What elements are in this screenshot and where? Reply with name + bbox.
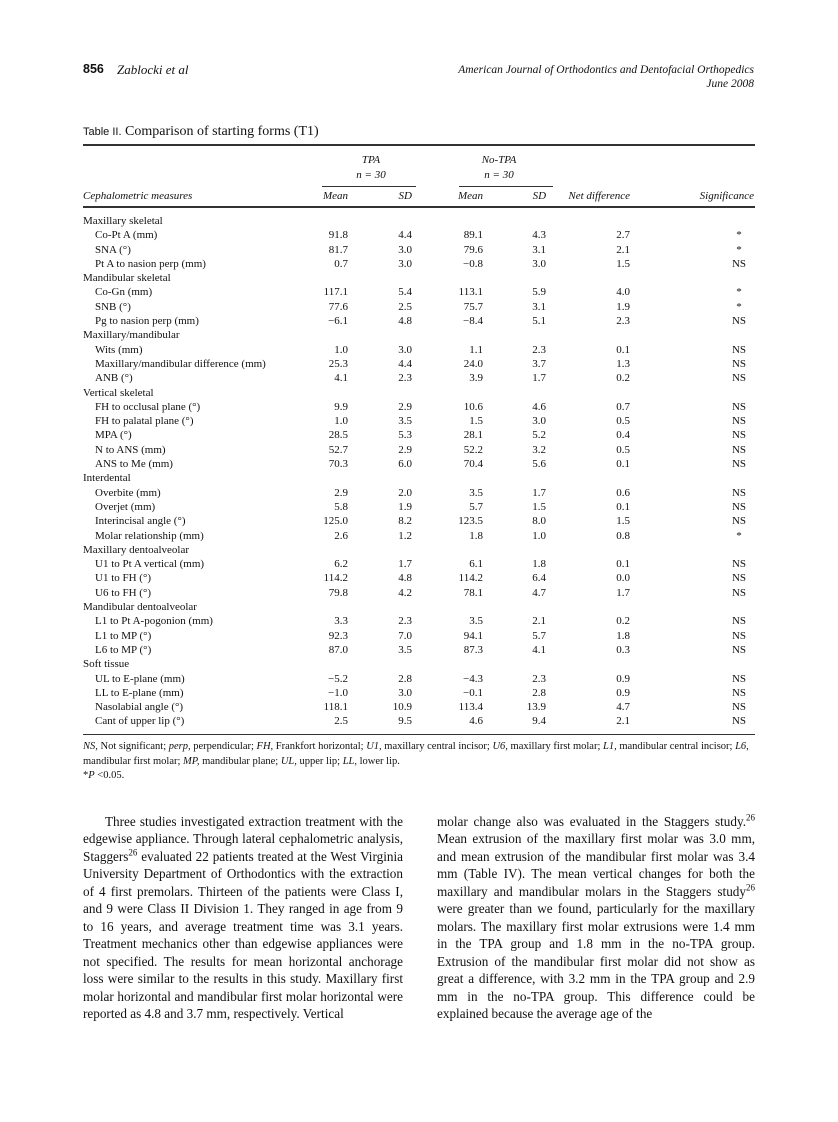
notpa-sd-cell: 4.3 bbox=[532, 229, 547, 242]
notpa-mean-cell: 94.1 bbox=[463, 629, 483, 642]
notpa-mean-cell: −8.4 bbox=[463, 315, 483, 328]
comparison-table bbox=[83, 150, 754, 729]
text-run: Not significant; bbox=[97, 741, 169, 752]
tpa-sd-cell: 9.5 bbox=[398, 715, 412, 728]
tpa-mean-cell: −6.1 bbox=[328, 315, 348, 328]
tpa-mean-cell: 25.3 bbox=[328, 357, 348, 370]
notpa-mean-cell: 1.1 bbox=[469, 343, 483, 356]
net-difference-cell: 1.7 bbox=[616, 586, 631, 599]
significance-cell: NS bbox=[731, 443, 747, 456]
notpa-sd-cell: 1.8 bbox=[532, 558, 547, 571]
significance-cell: NS bbox=[731, 558, 747, 571]
tpa-mean-cell: 2.6 bbox=[334, 529, 348, 542]
notpa-sd-cell: 1.7 bbox=[532, 486, 547, 499]
italic-text: U6, bbox=[492, 741, 508, 752]
table-row bbox=[83, 643, 754, 657]
tpa-mean-cell: 77.6 bbox=[328, 300, 348, 313]
tpa-sd-cell: 3.5 bbox=[398, 415, 412, 428]
table-row bbox=[83, 700, 754, 714]
body-column-right bbox=[437, 813, 755, 1022]
significance-note bbox=[83, 769, 755, 784]
text-run: maxillary central incisor; bbox=[381, 741, 493, 752]
measure-label: Overjet (mm) bbox=[95, 500, 156, 513]
table-section-row bbox=[83, 657, 754, 671]
notpa-sd-cell: 1.0 bbox=[532, 529, 547, 542]
notpa-sd-cell: 2.3 bbox=[532, 672, 547, 685]
italic-text: U1, bbox=[366, 741, 382, 752]
measure-label: U1 to Pt A vertical (mm) bbox=[95, 558, 205, 571]
notpa-sd-cell: 5.7 bbox=[532, 629, 547, 642]
significance-cell: NS bbox=[731, 343, 747, 356]
italic-text: LL, bbox=[342, 755, 357, 767]
tpa-sd-cell: 2.5 bbox=[398, 300, 412, 313]
table-row bbox=[83, 529, 754, 543]
tpa-sd-cell: 4.8 bbox=[398, 315, 412, 328]
significance-cell: NS bbox=[731, 486, 747, 499]
notpa-mean-cell: 78.1 bbox=[463, 586, 483, 599]
table-row bbox=[83, 400, 754, 414]
net-difference-cell: 2.3 bbox=[616, 315, 631, 328]
table-row bbox=[83, 500, 754, 514]
net-difference-cell: 0.1 bbox=[616, 458, 631, 471]
measure-label: Wits (mm) bbox=[95, 343, 143, 356]
tpa-sd-cell: 7.0 bbox=[398, 629, 412, 642]
table-section-row bbox=[83, 271, 754, 285]
significance-cell: NS bbox=[731, 672, 747, 685]
notpa-sd-cell: 4.1 bbox=[532, 643, 547, 656]
tpa-sd-cell: 4.4 bbox=[398, 229, 412, 242]
notpa-mean-cell: 28.1 bbox=[463, 429, 483, 442]
significance-cell: NS bbox=[731, 429, 747, 442]
measure-label: U1 to FH (°) bbox=[95, 572, 152, 585]
table-caption: Comparison of starting forms (T1) bbox=[125, 124, 319, 139]
tpa-mean-cell: 125.0 bbox=[323, 515, 348, 528]
table-title bbox=[83, 124, 319, 140]
notpa-mean-cell: 114.2 bbox=[458, 572, 483, 585]
section-label: Mandibular dentoalveolar bbox=[83, 601, 197, 614]
table-row bbox=[83, 443, 754, 457]
citation-superscript: 26 bbox=[746, 882, 755, 893]
measure-label: FH to occlusal plane (°) bbox=[95, 400, 201, 413]
tpa-sd-cell: 3.0 bbox=[398, 243, 412, 256]
measure-label: SNB (°) bbox=[95, 300, 131, 313]
measure-label: Pt A to nasion perp (mm) bbox=[95, 257, 206, 270]
notpa-mean-cell: 24.0 bbox=[463, 357, 483, 370]
notpa-mean-cell: 10.6 bbox=[463, 400, 483, 413]
text-run: evaluated 22 patients treated at the West Virginia University Department of Orthodontics with the extraction of 4 first premolars. Thirteen of the patients were Class I, and 9 were Class II Division 1. They ranged in age from 9 to 16 years, and average treatment time was 3.1 years. Treatment mechanics other than edgewise appliances were not specified. The results for mean horizontal anchorage loss were similar to the results in this study. Maxillary first molar horizontal and mandibular first molar horizontal were reported as 4.8 and 3.7 mm, respectively. Vertical bbox=[83, 848, 403, 1021]
notpa-mean-cell: 5.7 bbox=[469, 500, 483, 513]
table-row bbox=[83, 228, 754, 242]
text-run: <0.05. bbox=[94, 770, 125, 781]
page-number: 856 bbox=[83, 62, 104, 76]
table-row bbox=[83, 243, 754, 257]
table-row bbox=[83, 514, 754, 528]
notpa-sd-cell: 3.7 bbox=[532, 357, 547, 370]
text-run: * bbox=[83, 770, 89, 781]
col-header-significance: Significance bbox=[699, 190, 755, 202]
table-row bbox=[83, 686, 754, 700]
table-section-row bbox=[83, 386, 754, 400]
measure-label: L1 to Pt A-pogonion (mm) bbox=[95, 615, 213, 628]
measure-label: N to ANS (mm) bbox=[95, 443, 166, 456]
tpa-mean-cell: 117.1 bbox=[323, 286, 348, 299]
citation-superscript: 26 bbox=[746, 812, 755, 823]
net-difference-cell: 0.6 bbox=[616, 486, 631, 499]
tpa-mean-cell: 52.7 bbox=[328, 443, 348, 456]
table-row bbox=[83, 714, 754, 728]
notpa-sd-cell: 13.9 bbox=[526, 701, 547, 714]
tpa-sd-cell: 3.5 bbox=[398, 643, 412, 656]
measure-label: ANS to Me (mm) bbox=[95, 458, 173, 471]
table-row bbox=[83, 343, 754, 357]
notpa-sd-cell: 4.7 bbox=[532, 586, 547, 599]
measure-label: LL to E-plane (mm) bbox=[95, 686, 184, 699]
measure-label: Cant of upper lip (°) bbox=[95, 715, 185, 728]
tpa-mean-cell: 4.1 bbox=[334, 372, 348, 385]
text-run: lower lip. bbox=[357, 755, 400, 767]
table-row bbox=[83, 486, 754, 500]
notpa-sd-cell: 3.1 bbox=[532, 243, 547, 256]
significance-cell: NS bbox=[731, 415, 747, 428]
notpa-mean-cell: 113.1 bbox=[458, 286, 483, 299]
notpa-sd-cell: 1.5 bbox=[532, 500, 547, 513]
italic-text: UL, bbox=[280, 755, 297, 767]
notpa-mean-cell: 1.5 bbox=[469, 415, 483, 428]
significance-cell: NS bbox=[731, 701, 747, 714]
tpa-mean-cell: 79.8 bbox=[328, 586, 348, 599]
col-header-measures: Cephalometric measures bbox=[83, 190, 193, 202]
net-difference-cell: 0.0 bbox=[616, 572, 631, 585]
measure-label: Molar relationship (mm) bbox=[95, 529, 204, 542]
tpa-sd-cell: 6.0 bbox=[398, 458, 412, 471]
significance-cell: NS bbox=[731, 458, 747, 471]
table-row bbox=[83, 357, 754, 371]
table-row bbox=[83, 428, 754, 442]
significance-cell: NS bbox=[731, 615, 747, 628]
italic-text: P bbox=[88, 770, 95, 781]
table-section-row bbox=[83, 543, 754, 557]
notpa-sd-cell: 8.0 bbox=[532, 515, 547, 528]
tpa-sd-cell: 8.2 bbox=[398, 515, 412, 528]
net-difference-cell: 1.5 bbox=[616, 515, 631, 528]
tpa-mean-cell: 114.2 bbox=[323, 572, 348, 585]
net-difference-cell: 0.5 bbox=[616, 443, 631, 456]
journal-name: American Journal of Orthodontics and Dentofacial Orthopedics bbox=[458, 64, 754, 76]
significance-cell: NS bbox=[731, 400, 747, 413]
tpa-mean-cell: 0.7 bbox=[334, 257, 348, 270]
measure-label: MPA (°) bbox=[95, 429, 132, 442]
significance-cell: * bbox=[736, 529, 742, 542]
table-section-row bbox=[83, 471, 754, 485]
section-label: Mandibular skeletal bbox=[83, 272, 171, 285]
tpa-sd-cell: 2.9 bbox=[398, 400, 412, 413]
net-difference-cell: 0.1 bbox=[616, 343, 631, 356]
net-difference-cell: 1.8 bbox=[616, 629, 631, 642]
section-label: Maxillary skeletal bbox=[83, 215, 163, 227]
significance-cell: NS bbox=[731, 686, 747, 699]
notpa-sd-cell: 5.1 bbox=[532, 315, 547, 328]
measure-label: Co-Gn (mm) bbox=[95, 286, 153, 299]
italic-text: L1, bbox=[602, 741, 617, 752]
net-difference-cell: 0.9 bbox=[616, 672, 631, 685]
notpa-mean-cell: 113.4 bbox=[458, 701, 483, 714]
tpa-mean-cell: 3.3 bbox=[334, 615, 348, 628]
measure-label: L6 to MP (°) bbox=[95, 643, 152, 656]
tpa-mean-cell: 1.0 bbox=[334, 343, 348, 356]
text-run: were greater than we found, particularly for the maxillary molars. The maxillary first molar extrusions were 1.4 mm in the TPA group and 1.8 mm in the no-TPA group. Extrusion of the mandibular first molar did not show as great a difference, with 3.2 mm in the TPA group and 2.9 mm in the no-TPA group. This difference could be explained because the average age of the bbox=[437, 901, 755, 1021]
tpa-mean-cell: 28.5 bbox=[328, 429, 348, 442]
notpa-sd-cell: 3.1 bbox=[532, 300, 547, 313]
net-difference-cell: 4.0 bbox=[616, 286, 631, 299]
net-difference-cell: 1.3 bbox=[616, 357, 631, 370]
significance-cell: NS bbox=[731, 500, 747, 513]
notpa-sd-cell: 2.1 bbox=[532, 615, 547, 628]
tpa-sd-cell: 4.4 bbox=[398, 357, 412, 370]
tpa-mean-cell: −1.0 bbox=[328, 686, 348, 699]
significance-cell: NS bbox=[731, 372, 747, 385]
tpa-mean-cell: 81.7 bbox=[328, 243, 348, 256]
tpa-sd-cell: 4.2 bbox=[398, 586, 412, 599]
tpa-mean-cell: 118.1 bbox=[323, 701, 348, 714]
notpa-sd-cell: 6.4 bbox=[532, 572, 547, 585]
text-run: mandibular central incisor; bbox=[616, 741, 736, 752]
notpa-sd-cell: 9.4 bbox=[532, 715, 547, 728]
abbreviations-note bbox=[83, 740, 755, 769]
net-difference-cell: 0.1 bbox=[616, 558, 631, 571]
notpa-mean-cell: −0.8 bbox=[463, 257, 483, 270]
tpa-mean-cell: 2.9 bbox=[334, 486, 348, 499]
italic-text: MP, bbox=[183, 755, 200, 767]
col-header-tpa-sd: SD bbox=[398, 190, 412, 202]
notpa-sd-cell: 5.2 bbox=[532, 429, 547, 442]
table-top-rule bbox=[83, 144, 755, 146]
significance-cell: * bbox=[736, 286, 742, 299]
text-run: perpendicular; bbox=[190, 741, 257, 752]
significance-cell: NS bbox=[731, 629, 747, 642]
table-row bbox=[83, 285, 754, 299]
tpa-sd-cell: 2.3 bbox=[398, 372, 412, 385]
notpa-sd-cell: 5.6 bbox=[532, 458, 547, 471]
table-row bbox=[83, 614, 754, 628]
notpa-mean-cell: 70.4 bbox=[463, 458, 483, 471]
notpa-sd-cell: 5.9 bbox=[532, 286, 547, 299]
notpa-mean-cell: 1.8 bbox=[469, 529, 483, 542]
measure-label: Maxillary/mandibular difference (mm) bbox=[95, 357, 266, 370]
tpa-mean-cell: 1.0 bbox=[334, 415, 348, 428]
paragraph bbox=[437, 813, 755, 1022]
tpa-sd-cell: 10.9 bbox=[392, 701, 412, 714]
section-label: Maxillary dentoalveolar bbox=[83, 543, 189, 556]
significance-cell: * bbox=[736, 300, 742, 313]
table-row bbox=[83, 371, 754, 385]
text-run: Three studies investigated extraction treatment with the edgewise appliance. Through lateral cephalometric analysis, Staggers bbox=[83, 814, 403, 864]
table-footnote bbox=[83, 740, 755, 784]
table-row bbox=[83, 629, 754, 643]
notpa-sd-cell: 4.6 bbox=[532, 400, 547, 413]
notpa-mean-cell: 4.6 bbox=[469, 715, 483, 728]
notpa-sd-cell: 3.0 bbox=[532, 415, 547, 428]
section-label: Soft tissue bbox=[83, 658, 130, 671]
text-run: upper lip; bbox=[296, 755, 343, 767]
text-run: Frankfort horizontal; bbox=[273, 741, 367, 752]
tpa-mean-cell: 70.3 bbox=[328, 458, 348, 471]
net-difference-cell: 0.2 bbox=[616, 615, 631, 628]
journal-header bbox=[458, 63, 754, 91]
tpa-mean-cell: −5.2 bbox=[328, 672, 348, 685]
measure-label: FH to palatal plane (°) bbox=[95, 415, 194, 428]
measure-label: L1 to MP (°) bbox=[95, 629, 152, 642]
measure-label: ANB (°) bbox=[95, 372, 133, 385]
body-column-left bbox=[83, 813, 403, 1022]
italic-text: NS, bbox=[83, 741, 98, 752]
tpa-sd-cell: 5.3 bbox=[398, 429, 412, 442]
notpa-mean-cell: −4.3 bbox=[463, 672, 483, 685]
significance-cell: * bbox=[736, 229, 742, 242]
tpa-mean-cell: 87.0 bbox=[328, 643, 348, 656]
table-row bbox=[83, 586, 754, 600]
table-row bbox=[83, 457, 754, 471]
notpa-sd-cell: 2.8 bbox=[532, 686, 547, 699]
group-header-tpa: TPA n = 30 bbox=[356, 154, 386, 181]
tpa-mean-cell: 2.5 bbox=[334, 715, 348, 728]
group-header-notpa: No-TPA n = 30 bbox=[481, 154, 517, 181]
significance-cell: NS bbox=[731, 515, 747, 528]
net-difference-cell: 0.8 bbox=[616, 529, 631, 542]
significance-cell: NS bbox=[731, 572, 747, 585]
notpa-mean-cell: 79.6 bbox=[463, 243, 483, 256]
tpa-mean-cell: 92.3 bbox=[328, 629, 348, 642]
measure-label: Overbite (mm) bbox=[95, 486, 161, 499]
table-row bbox=[83, 672, 754, 686]
net-difference-cell: 0.4 bbox=[616, 429, 631, 442]
section-label: Interdental bbox=[83, 472, 131, 485]
tpa-sd-cell: 4.8 bbox=[398, 572, 412, 585]
measure-label: Interincisal angle (°) bbox=[95, 515, 186, 528]
table-row bbox=[83, 414, 754, 428]
measure-label: Pg to nasion perp (mm) bbox=[95, 315, 199, 328]
italic-text: perp, bbox=[168, 741, 191, 752]
net-difference-cell: 2.7 bbox=[616, 229, 631, 242]
table-row bbox=[83, 314, 754, 328]
notpa-mean-cell: 75.7 bbox=[463, 300, 483, 313]
tpa-mean-cell: 5.8 bbox=[334, 500, 348, 513]
notpa-mean-cell: 3.9 bbox=[469, 372, 483, 385]
notpa-mean-cell: 6.1 bbox=[469, 558, 483, 571]
table-row bbox=[83, 300, 754, 314]
measure-label: Co-Pt A (mm) bbox=[95, 229, 158, 242]
notpa-sd-cell: 3.0 bbox=[532, 257, 547, 270]
tpa-mean-cell: 9.9 bbox=[334, 400, 348, 413]
tpa-sd-cell: 2.3 bbox=[398, 615, 412, 628]
net-difference-cell: 1.5 bbox=[616, 257, 631, 270]
tpa-sd-cell: 2.9 bbox=[398, 443, 412, 456]
notpa-mean-cell: 123.5 bbox=[458, 515, 483, 528]
net-difference-cell: 0.7 bbox=[616, 400, 631, 413]
text-run: maxillary first molar; bbox=[507, 741, 603, 752]
tpa-mean-cell: 91.8 bbox=[328, 229, 348, 242]
table-section-row bbox=[83, 600, 754, 614]
running-author: Zablocki et al bbox=[117, 62, 189, 77]
tpa-sd-cell: 1.9 bbox=[398, 500, 412, 513]
notpa-sd-cell: 3.2 bbox=[532, 443, 547, 456]
tpa-sd-cell: 3.0 bbox=[398, 686, 412, 699]
notpa-mean-cell: 89.1 bbox=[463, 229, 483, 242]
tpa-sd-cell: 2.0 bbox=[398, 486, 412, 499]
notpa-mean-cell: 3.5 bbox=[469, 615, 483, 628]
tpa-sd-cell: 1.2 bbox=[398, 529, 412, 542]
measure-label: Nasolabial angle (°) bbox=[95, 701, 184, 714]
citation-superscript: 26 bbox=[128, 847, 138, 858]
italic-text: L6, bbox=[735, 741, 749, 752]
measure-label: U6 to FH (°) bbox=[95, 586, 152, 599]
text-run: Mean extrusion of the maxillary first molar was 3.0 mm, and mean extrusion of the mandibular first molar was 3.4 mm (Table IV). The mean vertical changes for both the maxillary and mandibular molars in the Staggers study bbox=[437, 831, 755, 899]
net-difference-cell: 2.1 bbox=[616, 243, 631, 256]
significance-cell: NS bbox=[731, 315, 747, 328]
significance-cell: NS bbox=[731, 357, 747, 370]
col-header-notpa-sd: SD bbox=[532, 190, 547, 202]
tpa-mean-cell: 6.2 bbox=[334, 558, 348, 571]
notpa-mean-cell: 87.3 bbox=[463, 643, 483, 656]
net-difference-cell: 0.1 bbox=[616, 500, 631, 513]
net-difference-cell: 1.9 bbox=[616, 300, 631, 313]
notpa-sd-cell: 2.3 bbox=[532, 343, 547, 356]
text-run: mandibular plane; bbox=[199, 755, 281, 767]
italic-text: FH, bbox=[256, 741, 274, 752]
net-difference-cell: 4.7 bbox=[616, 701, 631, 714]
tpa-sd-cell: 2.8 bbox=[398, 672, 412, 685]
col-header-net-difference: Net difference bbox=[568, 190, 631, 202]
net-difference-cell: 2.1 bbox=[616, 715, 631, 728]
notpa-mean-cell: −0.1 bbox=[463, 686, 483, 699]
significance-cell: NS bbox=[731, 643, 747, 656]
table-section-row bbox=[83, 214, 754, 228]
table-section-row bbox=[83, 328, 754, 342]
significance-cell: NS bbox=[731, 257, 747, 270]
table-bottom-rule bbox=[83, 734, 755, 735]
tpa-sd-cell: 3.0 bbox=[398, 257, 412, 270]
table-row bbox=[83, 557, 754, 571]
net-difference-cell: 0.2 bbox=[616, 372, 631, 385]
measure-label: SNA (°) bbox=[95, 243, 131, 256]
table-label: Table II. bbox=[83, 126, 122, 138]
notpa-mean-cell: 52.2 bbox=[463, 443, 483, 456]
tpa-sd-cell: 3.0 bbox=[398, 343, 412, 356]
section-label: Maxillary/mandibular bbox=[83, 329, 180, 342]
text-run: mandibular first molar; bbox=[83, 755, 184, 767]
measure-label: UL to E-plane (mm) bbox=[95, 672, 185, 685]
text-run: molar change also was evaluated in the Staggers study. bbox=[437, 814, 746, 829]
tpa-sd-cell: 1.7 bbox=[398, 558, 412, 571]
notpa-mean-cell: 3.5 bbox=[469, 486, 483, 499]
significance-cell: * bbox=[736, 243, 742, 256]
col-header-notpa-mean: Mean bbox=[457, 190, 483, 202]
tpa-sd-cell: 5.4 bbox=[398, 286, 412, 299]
notpa-sd-cell: 1.7 bbox=[532, 372, 547, 385]
significance-cell: NS bbox=[731, 586, 747, 599]
net-difference-cell: 0.3 bbox=[616, 643, 631, 656]
net-difference-cell: 0.5 bbox=[616, 415, 631, 428]
table-row bbox=[83, 257, 754, 271]
issue-date: June 2008 bbox=[706, 78, 754, 90]
paragraph bbox=[83, 813, 403, 1022]
table-row bbox=[83, 571, 754, 585]
section-label: Vertical skeletal bbox=[83, 386, 154, 399]
significance-cell: NS bbox=[731, 715, 747, 728]
net-difference-cell: 0.9 bbox=[616, 686, 631, 699]
col-header-tpa-mean: Mean bbox=[322, 190, 348, 202]
